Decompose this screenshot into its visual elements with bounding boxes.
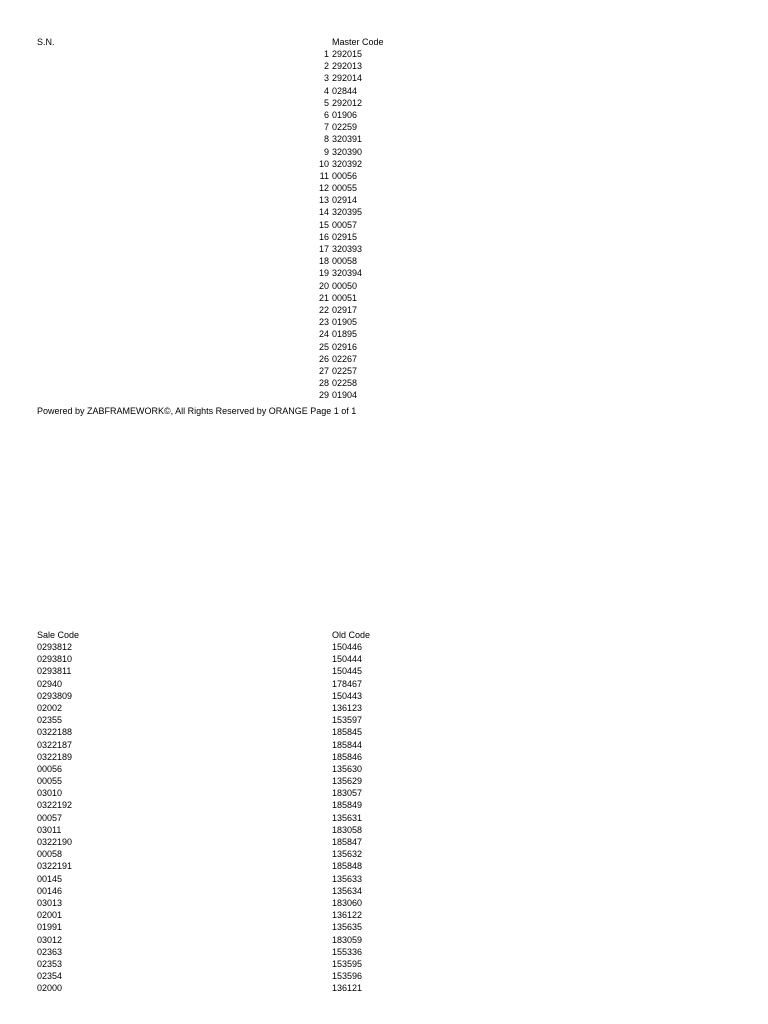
row-old-code: 155336: [332, 946, 363, 957]
row-sn: 16: [318, 231, 329, 242]
sale-code-list: [37, 641, 72, 994]
row-sn: 21: [318, 292, 329, 303]
old-code-list: [332, 641, 362, 994]
row-old-code: 135633: [332, 873, 363, 884]
row-sale-code: 03010: [37, 788, 63, 799]
row-sn: 22: [318, 304, 329, 315]
row-master-code: 292014: [332, 73, 363, 84]
row-master-code: 292013: [332, 61, 363, 72]
row-old-code: 183060: [332, 897, 363, 908]
row-master-code: 292012: [332, 97, 363, 108]
row-old-code: 185845: [332, 727, 363, 738]
row-sale-code: 00058: [37, 849, 63, 860]
row-old-code: 185847: [332, 837, 363, 847]
table-row: [315, 182, 362, 194]
table-row: [315, 353, 362, 365]
header-master-code: Master Code: [332, 37, 384, 47]
row-sale-code: 00145: [37, 873, 63, 884]
header-sn: S.N.: [37, 37, 55, 47]
row-sale-code: 0293812: [37, 642, 73, 652]
table-row: [315, 267, 362, 279]
row-master-code: 02258: [332, 378, 358, 389]
row-master-code: 01904: [332, 390, 358, 401]
table-row: [315, 219, 362, 231]
row-sn: 2: [323, 61, 329, 72]
row-old-code: 185844: [332, 739, 363, 750]
row-old-code: 135634: [332, 885, 363, 896]
row-old-code: 178467: [332, 678, 363, 689]
row-sn: 1: [323, 49, 329, 59]
row-sale-code: 0322187: [37, 739, 73, 750]
row-sn: 5: [323, 97, 329, 108]
row-sale-code: 0322190: [37, 837, 73, 847]
row-master-code: 320392: [332, 158, 363, 169]
row-master-code: 02915: [332, 231, 358, 242]
table-row: [315, 206, 362, 218]
row-old-code: 185849: [332, 800, 363, 811]
header-sale-code: Sale Code: [37, 630, 80, 640]
row-sale-code: 0322188: [37, 727, 73, 738]
row-sn: 13: [318, 195, 329, 206]
row-sn: 8: [323, 134, 329, 145]
row-master-code: 02914: [332, 195, 358, 206]
row-sn: 27: [318, 365, 329, 376]
table-row: [315, 304, 362, 316]
table-row: [315, 121, 362, 133]
row-sale-code: 03011: [37, 824, 62, 835]
table-row: [315, 97, 362, 109]
row-old-code: 185846: [332, 751, 363, 762]
row-sale-code: 02001: [37, 910, 63, 921]
row-sn: 3: [323, 73, 329, 84]
row-sn: 14: [318, 207, 329, 218]
row-sale-code: 0322189: [37, 751, 73, 762]
row-sale-code: 00146: [37, 885, 63, 896]
row-sn: 25: [318, 341, 329, 352]
row-master-code: 292015: [332, 49, 363, 59]
row-sn: 15: [318, 219, 329, 230]
row-sn: 23: [318, 317, 329, 328]
table-row: [315, 231, 362, 243]
row-sale-code: 0293809: [37, 690, 73, 701]
row-sn: 20: [318, 280, 329, 291]
row-master-code: 320391: [332, 134, 363, 145]
row-master-code: 02259: [332, 122, 358, 133]
row-old-code: 153597: [332, 715, 363, 726]
row-sale-code: 0293810: [37, 654, 73, 665]
row-old-code: 185848: [332, 861, 363, 872]
row-sale-code: 00057: [37, 812, 63, 823]
master-code-list: [315, 48, 362, 401]
row-old-code: 136121: [332, 983, 363, 994]
row-sn: 19: [318, 268, 329, 279]
table-row: [315, 243, 362, 255]
row-sale-code: 01991: [37, 922, 63, 933]
row-old-code: 135629: [332, 776, 363, 787]
row-old-code: 136122: [332, 910, 363, 921]
row-old-code: 153596: [332, 971, 363, 982]
row-sale-code: 02354: [37, 971, 63, 982]
table-row: [315, 85, 362, 97]
table-row: [315, 389, 362, 401]
row-sale-code: 03012: [37, 934, 63, 945]
table-row: [315, 109, 362, 121]
row-old-code: 150444: [332, 654, 363, 665]
table-row: [315, 194, 362, 206]
row-sale-code: 02002: [37, 702, 63, 713]
row-master-code: 01905: [332, 317, 358, 328]
row-sn: 11: [319, 170, 329, 181]
row-sale-code: 00056: [37, 763, 63, 774]
row-sn: 12: [318, 183, 329, 194]
row-sn: 24: [318, 329, 329, 340]
row-master-code: 320395: [332, 207, 363, 218]
row-master-code: 02267: [332, 353, 358, 364]
row-sn: 10: [318, 158, 329, 169]
table-row: [315, 341, 362, 353]
row-master-code: 00057: [332, 219, 358, 230]
row-master-code: 01895: [332, 329, 358, 340]
table-row: [315, 292, 362, 304]
table-row: [315, 60, 362, 72]
table-row: [315, 365, 362, 377]
row-master-code: 320394: [332, 268, 363, 279]
row-master-code: 01906: [332, 109, 358, 120]
row-old-code: 135630: [332, 763, 363, 774]
row-master-code: 320393: [332, 244, 363, 254]
row-master-code: 320390: [332, 146, 363, 157]
row-sale-code: 0322191: [37, 861, 73, 872]
row-sn: 4: [323, 85, 329, 96]
row-sale-code: 02353: [37, 958, 63, 969]
row-master-code: 00055: [332, 183, 358, 194]
row-sn: 28: [318, 378, 329, 389]
row-old-code: 183058: [332, 824, 363, 835]
page-footer: Powered by ZABFRAMEWORK©, All Rights Reserved by ORANGE Page 1 of 1: [37, 406, 357, 416]
row-sn: 6: [323, 109, 329, 120]
table-row: [315, 133, 362, 145]
row-old-code: 150443: [332, 690, 363, 701]
table-row: [315, 146, 362, 158]
row-sale-code: 02940: [37, 678, 63, 689]
row-sale-code: 02000: [37, 983, 63, 994]
row-master-code: 00058: [332, 256, 358, 267]
table-row: [315, 255, 362, 267]
row-sn: 18: [318, 256, 329, 267]
table-row: [315, 316, 362, 328]
row-sale-code: 00055: [37, 776, 63, 787]
row-old-code: 183059: [332, 934, 363, 945]
row-old-code: 135635: [332, 922, 363, 933]
table-row: [315, 170, 362, 182]
row-sn: 29: [318, 390, 329, 401]
row-sale-code: 0322192: [37, 800, 73, 811]
row-old-code: 183057: [332, 788, 363, 799]
table-row: [315, 280, 362, 292]
header-old-code: Old Code: [332, 630, 371, 640]
table-row: [315, 48, 362, 60]
row-sn: 26: [318, 353, 329, 364]
row-master-code: 02844: [332, 85, 358, 96]
row-master-code: 02916: [332, 341, 358, 352]
row-old-code: 136123: [332, 702, 363, 713]
row-sn: 9: [323, 146, 329, 157]
table-row: [315, 72, 362, 84]
row-old-code: 135632: [332, 849, 363, 860]
table-row: [315, 158, 362, 170]
row-sale-code: 02355: [37, 715, 63, 726]
row-sale-code: 03013: [37, 897, 63, 908]
row-old-code: 150445: [332, 666, 363, 677]
row-master-code: 00050: [332, 280, 358, 291]
row-sale-code: 0293811: [37, 666, 72, 677]
row-sn: 7: [323, 122, 329, 133]
row-master-code: 00056: [332, 170, 358, 181]
row-old-code: 153595: [332, 958, 363, 969]
row-sale-code: 02363: [37, 946, 63, 957]
row-sn: 17: [318, 244, 329, 254]
row-old-code: 135631: [332, 812, 363, 823]
row-master-code: 00051: [332, 292, 358, 303]
row-master-code: 02917: [332, 304, 358, 315]
table-row: [315, 328, 362, 340]
table-row: [315, 377, 362, 389]
row-master-code: 02257: [332, 365, 358, 376]
row-old-code: 150446: [332, 642, 363, 652]
